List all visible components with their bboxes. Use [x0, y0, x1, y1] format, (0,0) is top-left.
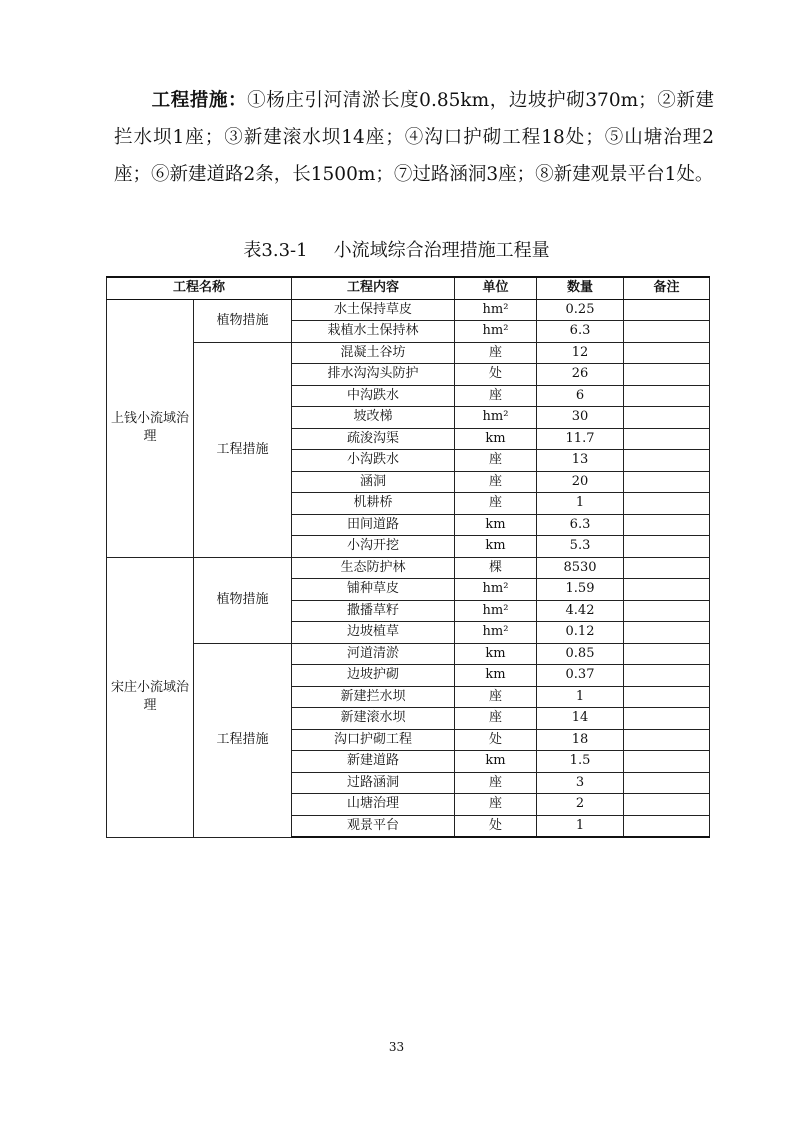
table-row	[107, 342, 710, 364]
quantity-cell: 6.3	[537, 514, 624, 536]
header-unit: 单位	[455, 277, 537, 299]
content-cell: 边坡护砌	[292, 665, 455, 687]
unit-cell: 棵	[455, 557, 537, 579]
unit-cell: 处	[455, 729, 537, 751]
content-cell: 新建拦水坝	[292, 686, 455, 708]
unit-cell: hm²	[455, 622, 537, 644]
remark-cell	[624, 299, 710, 321]
quantity-cell: 8530	[537, 557, 624, 579]
content-cell: 新建滚水坝	[292, 708, 455, 730]
quantity-cell: 6	[537, 385, 624, 407]
content-cell: 中沟跌水	[292, 385, 455, 407]
content-cell: 山塘治理	[292, 794, 455, 816]
table-row	[107, 643, 710, 665]
quantity-cell: 11.7	[537, 428, 624, 450]
paragraph-lead: 工程措施：	[151, 90, 248, 111]
unit-cell: 座	[455, 342, 537, 364]
header-remark: 备注	[624, 277, 710, 299]
header-project-content: 工程内容	[292, 277, 455, 299]
content-cell: 观景平台	[292, 815, 455, 837]
section-name-cell: 上钱小流域治理	[107, 299, 194, 557]
remark-cell	[624, 557, 710, 579]
content-cell: 田间道路	[292, 514, 455, 536]
measures-quantity-table	[106, 276, 710, 838]
unit-cell: 座	[455, 772, 537, 794]
content-cell: 小沟开挖	[292, 536, 455, 558]
content-cell: 坡改梯	[292, 407, 455, 429]
remark-cell	[624, 729, 710, 751]
content-cell: 生态防护林	[292, 557, 455, 579]
remark-cell	[624, 471, 710, 493]
content-cell: 水土保持草皮	[292, 299, 455, 321]
remark-cell	[624, 407, 710, 429]
measure-type-cell: 工程措施	[194, 643, 292, 837]
section-name-cell: 宋庄小流域治理	[107, 557, 194, 837]
table-header-row	[107, 277, 710, 299]
remark-cell	[624, 686, 710, 708]
content-cell: 混凝土谷坊	[292, 342, 455, 364]
unit-cell: hm²	[455, 299, 537, 321]
quantity-cell: 1	[537, 815, 624, 837]
quantity-cell: 6.3	[537, 321, 624, 343]
unit-cell: km	[455, 751, 537, 773]
table-title: 小流域综合治理措施工程量	[333, 240, 550, 261]
quantity-cell: 0.85	[537, 643, 624, 665]
engineering-measures-paragraph	[114, 82, 714, 193]
unit-cell: 处	[455, 364, 537, 386]
remark-cell	[624, 815, 710, 837]
content-cell: 疏浚沟渠	[292, 428, 455, 450]
remark-cell	[624, 385, 710, 407]
page-number: 33	[388, 1040, 405, 1054]
content-cell: 撒播草籽	[292, 600, 455, 622]
quantity-cell: 1.59	[537, 579, 624, 601]
unit-cell: hm²	[455, 407, 537, 429]
unit-cell: hm²	[455, 579, 537, 601]
remark-cell	[624, 450, 710, 472]
unit-cell: km	[455, 514, 537, 536]
unit-cell: hm²	[455, 321, 537, 343]
content-cell: 过路涵洞	[292, 772, 455, 794]
quantity-cell: 12	[537, 342, 624, 364]
table-row	[107, 299, 710, 321]
quantity-cell: 0.25	[537, 299, 624, 321]
quantity-cell: 2	[537, 794, 624, 816]
remark-cell	[624, 514, 710, 536]
remark-cell	[624, 364, 710, 386]
unit-cell: 座	[455, 708, 537, 730]
quantity-cell: 20	[537, 471, 624, 493]
content-cell: 新建道路	[292, 751, 455, 773]
content-cell: 排水沟沟头防护	[292, 364, 455, 386]
unit-cell: km	[455, 643, 537, 665]
remark-cell	[624, 794, 710, 816]
unit-cell: 座	[455, 794, 537, 816]
content-cell: 铺种草皮	[292, 579, 455, 601]
unit-cell: 座	[455, 686, 537, 708]
remark-cell	[624, 600, 710, 622]
quantity-cell: 1	[537, 493, 624, 515]
remark-cell	[624, 321, 710, 343]
content-cell: 涵洞	[292, 471, 455, 493]
paragraph-body: ①杨庄引河清淤长度0.85km，边坡护砌370m；②新建拦水坝1座；③新建滚水坝14座；④沟口护砌工程18处；⑤山塘治理2座；⑥新建道路2条，长1500m；⑦过路涵洞3座；⑧新建观景平台1处。	[114, 90, 714, 185]
unit-cell: km	[455, 536, 537, 558]
remark-cell	[624, 342, 710, 364]
quantity-cell: 4.42	[537, 600, 624, 622]
table-caption	[0, 236, 793, 262]
remark-cell	[624, 665, 710, 687]
remark-cell	[624, 643, 710, 665]
unit-cell: km	[455, 428, 537, 450]
quantity-cell: 18	[537, 729, 624, 751]
header-quantity: 数量	[537, 277, 624, 299]
unit-cell: hm²	[455, 600, 537, 622]
remark-cell	[624, 751, 710, 773]
header-project-name: 工程名称	[107, 277, 292, 299]
measure-type-cell: 植物措施	[194, 557, 292, 643]
remark-cell	[624, 622, 710, 644]
quantity-cell: 1	[537, 686, 624, 708]
remark-cell	[624, 493, 710, 515]
table-number: 表3.3-1	[243, 240, 308, 261]
remark-cell	[624, 708, 710, 730]
measure-type-cell: 植物措施	[194, 299, 292, 342]
content-cell: 机耕桥	[292, 493, 455, 515]
remark-cell	[624, 428, 710, 450]
table-row	[107, 557, 710, 579]
quantity-cell: 3	[537, 772, 624, 794]
quantity-cell: 0.12	[537, 622, 624, 644]
quantity-cell: 5.3	[537, 536, 624, 558]
content-cell: 沟口护砌工程	[292, 729, 455, 751]
quantity-cell: 1.5	[537, 751, 624, 773]
content-cell: 栽植水土保持林	[292, 321, 455, 343]
quantity-cell: 0.37	[537, 665, 624, 687]
unit-cell: 座	[455, 450, 537, 472]
content-cell: 河道清淤	[292, 643, 455, 665]
content-cell: 边坡植草	[292, 622, 455, 644]
remark-cell	[624, 536, 710, 558]
quantity-cell: 30	[537, 407, 624, 429]
remark-cell	[624, 772, 710, 794]
unit-cell: 座	[455, 471, 537, 493]
unit-cell: 座	[455, 385, 537, 407]
remark-cell	[624, 579, 710, 601]
unit-cell: 处	[455, 815, 537, 837]
table-body	[107, 299, 710, 837]
content-cell: 小沟跌水	[292, 450, 455, 472]
quantity-cell: 14	[537, 708, 624, 730]
unit-cell: km	[455, 665, 537, 687]
quantity-cell: 13	[537, 450, 624, 472]
quantity-cell: 26	[537, 364, 624, 386]
measure-type-cell: 工程措施	[194, 342, 292, 557]
unit-cell: 座	[455, 493, 537, 515]
